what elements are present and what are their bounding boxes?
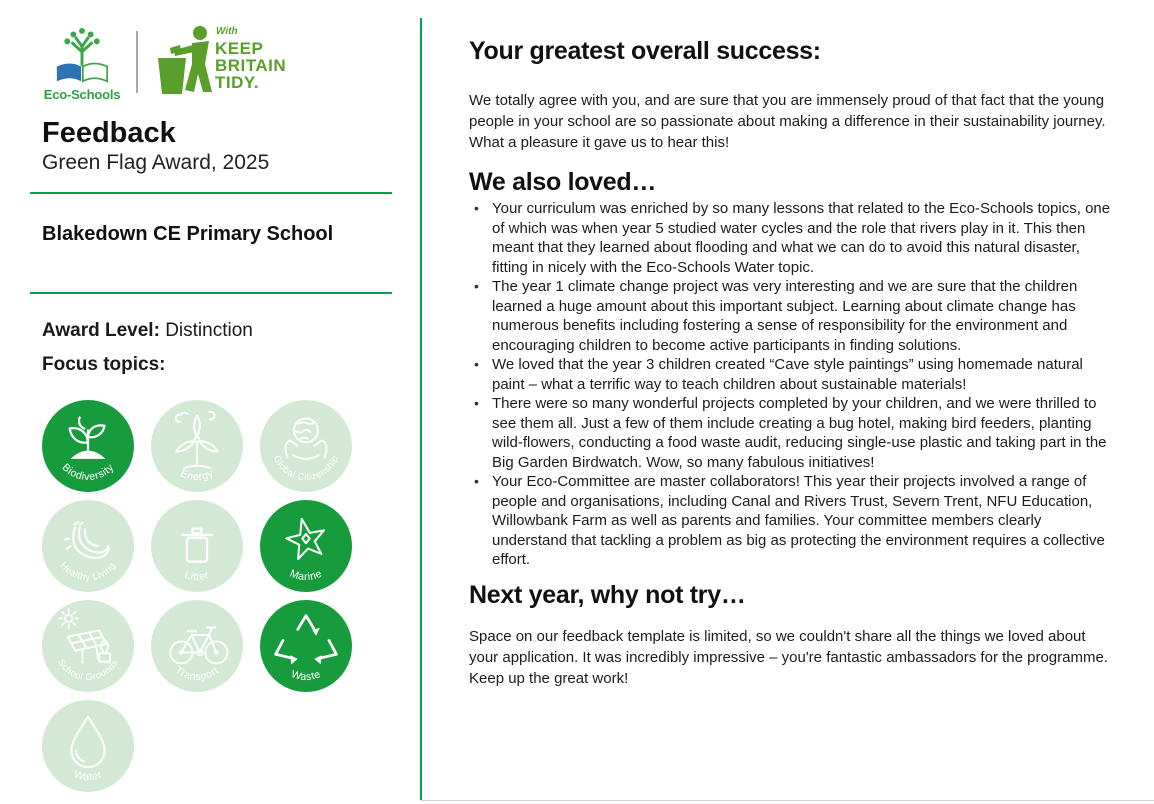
topic-label: Biodiversity [59,461,117,484]
loved-bullet: • There were so many wonderful projects completed by your children, and we were thrilled to see them all. Just a few of them include creating a bug hotel, making bird feeders, planting wild-flowers, conducting a food waste audit, reducing single-use plastic and taking part in the Big Garden Birdwatch. Wow, so many fabulous initiatives! [469,394,1111,472]
topic-circle-energy [151,400,243,492]
topic-circle-litter [151,500,243,592]
topic-label: Healthy Living [58,560,118,583]
success-paragraph: We totally agree with you, and are sure that you are immensely proud of that fact that the young people in your school are so passionate about making a difference in their sustainability journey. What a pleasure it gave us to hear this! [469,92,1106,151]
eco-schools-tree-book-icon [43,23,121,84]
focus-topics-grid [42,400,392,792]
next-year-heading: Next year, why not try… [469,580,746,609]
kbt-with-label: With [216,25,238,37]
book-left-page [57,63,81,81]
kbt-tidy-label: TIDY. [215,72,260,92]
logo-separator [136,31,138,93]
topic-circle-waste [260,600,352,692]
topic-label: Litter [183,569,211,584]
eco-schools-logo [42,23,122,102]
topic-circle-water [42,700,134,792]
topic-circle-transport [151,600,243,692]
green-rule-2 [30,292,392,294]
loved-bullet: • We loved that the year 3 children created “Cave style paintings” using homemade natural paint – what a terrific way to teach children about sustainable materials! [469,355,1111,394]
loved-list [469,199,1111,570]
topic-circle-school-grounds [42,600,134,692]
topic-label: Global Citizenship [271,453,341,483]
award-level-value: Distinction [165,320,253,341]
topic-circle-biodiversity [42,400,134,492]
topic-label: Water [72,768,104,784]
topic-label: School Grounds [56,657,120,683]
sidebar [42,16,392,792]
award-level-line [42,318,392,344]
eco-schools-wordmark: Eco-Schools [43,86,121,102]
topic-label: Transport [172,664,222,684]
success-heading: Your greatest overall success: [469,37,821,65]
logo-row [42,16,392,108]
topic-label: Waste [289,668,323,684]
school-name: Blakedown CE Primary School [42,223,334,245]
column-divider [420,18,422,800]
page-title: Feedback [42,117,176,149]
keep-britain-tidy-logo [152,22,304,103]
focus-topics-label: Focus topics: [42,354,166,375]
award-subtitle: Green Flag Award, 2025 [42,151,270,174]
tidyman-icon [158,26,212,94]
topic-circle-healthy-living [42,500,134,592]
next-year-paragraph: Space on our feedback template is limited, so we couldn't share all the things we loved about your application. It was incredibly impressive – you're fantastic ambassadors for the programme. Keep up the great work! [469,627,1108,687]
topic-label: Marine [287,567,325,584]
loved-heading: We also loved… [469,168,657,196]
feedback-content [469,0,1111,689]
green-rule-1 [30,192,392,194]
award-level-label: Award Level: [42,320,160,341]
loved-bullet: • The year 1 climate change project was very interesting and we are sure that the children learned a huge amount about this important subject. Learning about climate change has numerous benefits including fostering a sense of responsibility for the environment and encouraging children to become active participants in finding solutions. [469,277,1111,355]
book-right-page [83,63,107,81]
kbt-britain-label: BRITAIN [215,55,287,75]
page-bottom-rule [421,800,1154,801]
topic-label: Energy [178,467,216,484]
topic-circle-marine [260,500,352,592]
topic-circle-global-citizenship [260,400,352,492]
loved-bullet: • Your Eco-Committee are master collaborators! This year their projects involved a range of people and organisations, including Canal and Rivers Trust, Severn Trent, NFU Education, Willowbank Farm as well as parents and families. Your committee members clearly understand that tackling a problem as big as protecting the environment requires a collective effort. [469,472,1111,570]
loved-bullet: • Your curriculum was enriched by so many lessons that related to the Eco-Schools topics, one of which was when year 5 studied water cycles and the role that rivers play in it. This then meant that they learned about flooding and what we can do to avoid this natural disaster, fitting in nicely with the Eco-Schools Water topic. [469,199,1111,277]
kbt-keep-label: KEEP [215,38,264,58]
